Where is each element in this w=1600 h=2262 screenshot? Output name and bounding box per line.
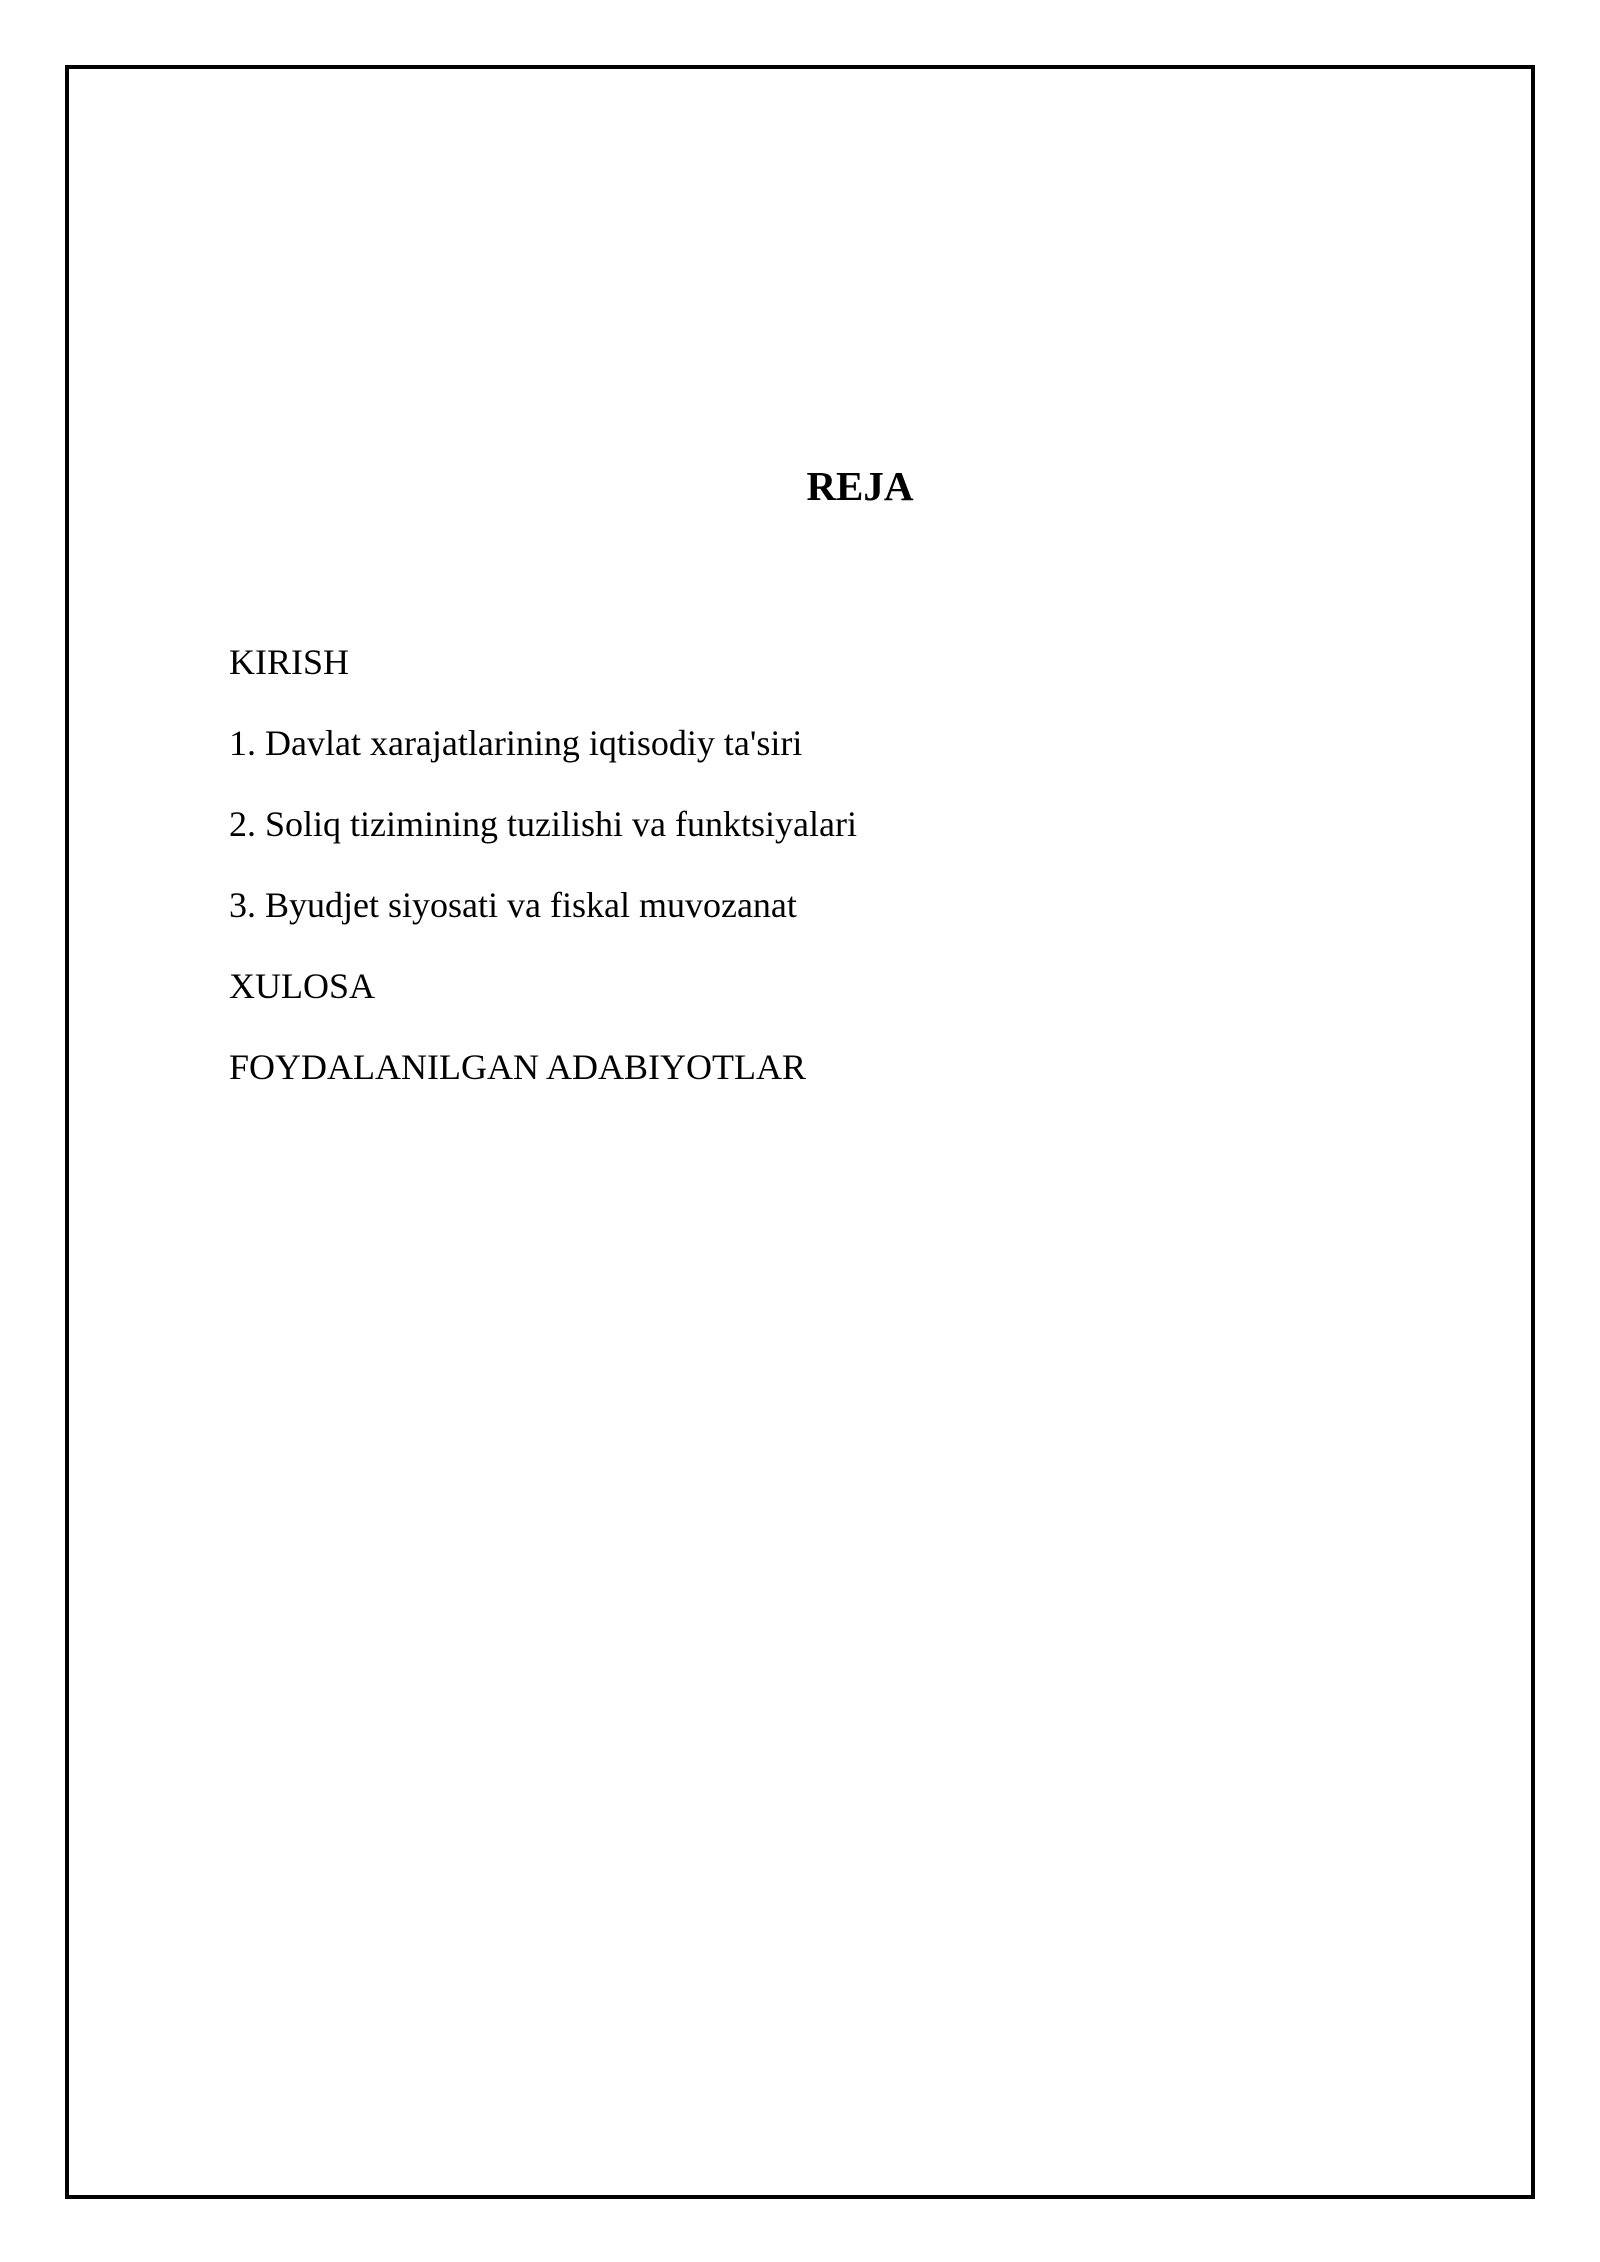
plan-item-3: 3. Byudjet siyosati va fiskal muvozanat	[229, 885, 797, 925]
page-title: REJA	[806, 463, 914, 509]
plan-item-intro: KIRISH	[229, 642, 350, 682]
plan-item-references: FOYDALANILGAN ADABIYOTLAR	[229, 1047, 806, 1087]
plan-item-conclusion: XULOSA	[229, 966, 376, 1006]
plan-item-1: 1. Davlat xarajatlarining iqtisodiy ta'siri	[229, 723, 803, 763]
page-border	[65, 65, 1535, 2199]
plan-list	[229, 636, 857, 1122]
plan-item-2: 2. Soliq tizimining tuzilishi va funktsiyalari	[229, 804, 857, 844]
